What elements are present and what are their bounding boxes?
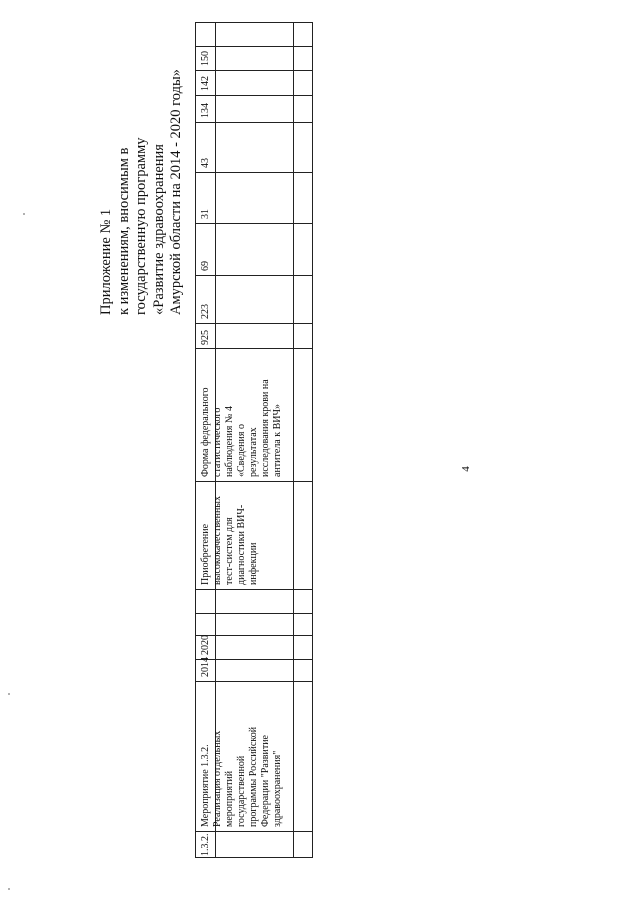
table-row-divider bbox=[196, 323, 312, 324]
year-end: 2020 bbox=[200, 635, 211, 655]
value-cell: 43 bbox=[200, 158, 211, 168]
annex-line-2: к изменениям, вносимым в bbox=[115, 147, 132, 315]
value-cell: 150 bbox=[200, 51, 211, 66]
data-table bbox=[195, 22, 313, 858]
table-row-divider bbox=[196, 589, 312, 590]
year-start: 2014 bbox=[200, 657, 211, 677]
table-row-divider bbox=[196, 172, 312, 173]
scan-speck bbox=[8, 693, 10, 695]
table-row-divider bbox=[196, 831, 312, 832]
value-cell: 223 bbox=[200, 304, 211, 319]
table-row-divider bbox=[196, 275, 312, 276]
annex-line-5: Амурской области на 2014 - 2020 годы» bbox=[168, 69, 184, 315]
annex-title: Приложение № 1 bbox=[98, 208, 114, 315]
scan-speck bbox=[23, 213, 25, 215]
table-row-divider bbox=[196, 70, 312, 71]
indicator-name: Приобретение высококачественных тест-систем для диагностики ВИЧ- инфекции bbox=[200, 495, 259, 585]
value-cell: 925 bbox=[200, 330, 211, 345]
value-cell: 69 bbox=[200, 261, 211, 271]
value-cell: 31 bbox=[200, 209, 211, 219]
annex-line-4: «Развитие здравоохранения bbox=[150, 144, 167, 315]
value-cell: 142 bbox=[200, 76, 211, 91]
table-row-divider bbox=[196, 223, 312, 224]
event-name: Мероприятие 1.3.2. Реализация отдельных мероприятий государственной программы Российской Федерации "Развитие здравоохранения" bbox=[200, 726, 283, 827]
page-number: 4 bbox=[460, 466, 472, 472]
row-number: 1.3.2. bbox=[200, 833, 211, 856]
annex-line-3: государственную программу bbox=[133, 137, 149, 315]
table-row-divider bbox=[196, 681, 312, 682]
data-source: Форма федерального статистического наблюдения № 4 «Сведения о результатах исследования крови на антитела к ВИЧ» bbox=[200, 379, 283, 477]
table-row-divider bbox=[196, 613, 312, 614]
table-row-divider bbox=[196, 659, 312, 660]
table-col-divider bbox=[293, 23, 294, 857]
value-cell: 134 bbox=[200, 103, 211, 118]
scan-speck bbox=[8, 888, 10, 890]
table-row-divider bbox=[196, 46, 312, 47]
table-row-divider bbox=[196, 95, 312, 96]
table-row-divider bbox=[196, 635, 312, 636]
table-row-divider bbox=[196, 122, 312, 123]
annex-header bbox=[98, 35, 198, 335]
